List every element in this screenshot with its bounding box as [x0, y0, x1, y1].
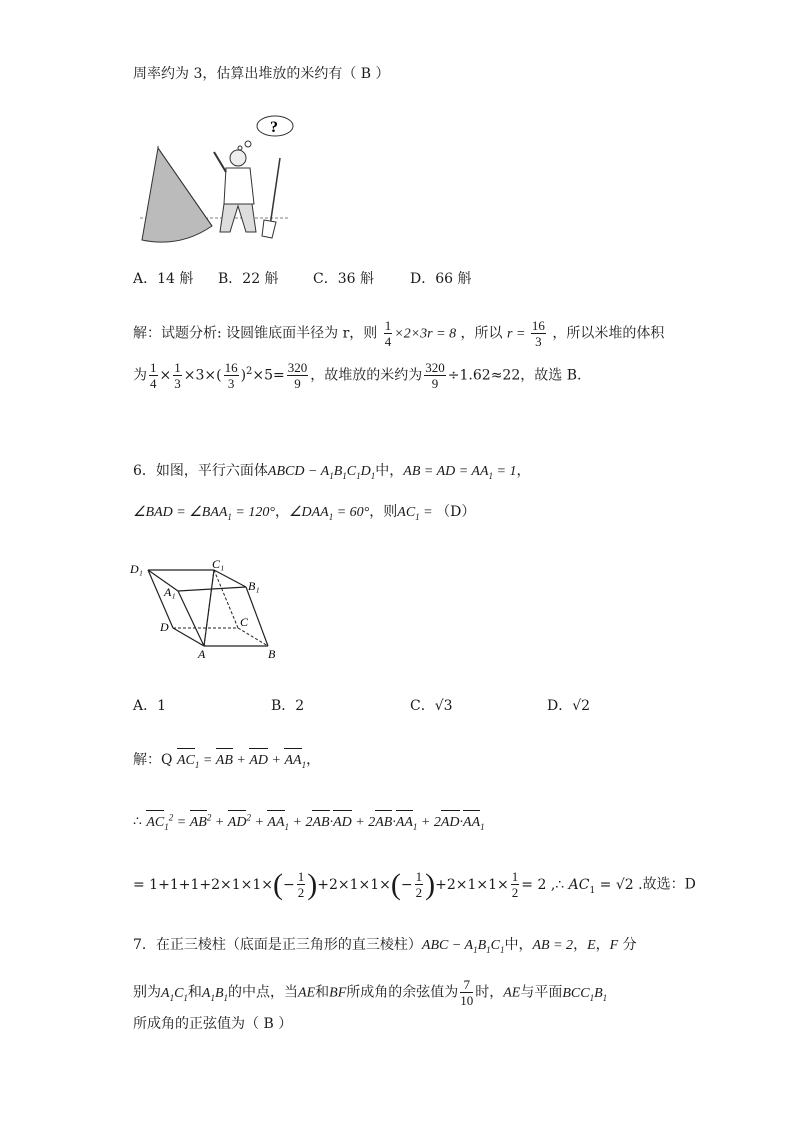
q6-cond2: ∠BAD = $\angle BAA_1 = 120^\circ$: [133, 505, 275, 522]
q5-solution-line1: [133, 318, 664, 349]
label-b: B: [268, 647, 276, 661]
formula-r-eq: r =: [506, 326, 529, 342]
q6-cond3: $\angle DAA_1 = 60^\circ$: [288, 505, 370, 522]
q6-solution-line3: [133, 869, 696, 900]
q7-prism: ABC − $A_1B_1C_1$: [421, 938, 505, 955]
q6-figure-parallelepiped: [128, 558, 288, 662]
q5-solution-line2: 为 $\frac{1}{4}$ × $\frac{1}{3}$ ×3×( $\frac{16}{3}$ )$^2$×5= $\frac{320}{9}$ ，故堆放的米约为 $\frac{320}{9}$ ÷1.62≈22，故选 B.: [133, 360, 582, 391]
q7-line2-mid: 的中点，当: [228, 984, 299, 1001]
label-a1: A₁: [164, 585, 176, 599]
frac-320-9-b: $\frac{320}{9}$: [425, 360, 445, 391]
label-a: A: [198, 647, 206, 661]
frac-7-10: $\frac{7}{10}$: [460, 977, 474, 1008]
q6-ac1: $AC_1$ =: [397, 505, 437, 522]
q5-figure-cone-farmer: [130, 108, 295, 248]
q6-option-c: C．√3: [410, 698, 453, 714]
q5-option-d: D．66 斛: [410, 271, 472, 287]
svg-text:?: ?: [270, 119, 278, 136]
q6-option-a: A．1: [133, 698, 167, 714]
q6-sol-line3-formula: = 1+1+1+2×1×1×(− $\frac{1}{2}$ )+2×1×1×(− $\frac{1}{2}$ )+2×1×1× $\frac{1}{2}$ = 2 ,∴ $AC_1 = √2$ .: [133, 867, 643, 901]
q6-cond1: AB = AD = $AA_1 = 1$: [403, 464, 517, 481]
q5-option-a: A．14 斛: [133, 271, 194, 287]
q6-option-b: B．2: [271, 698, 305, 714]
q7-when: 时，: [475, 984, 504, 1001]
label-c1: C₁: [212, 558, 225, 571]
q7-line2: 别为$A_1C_1$和$A_1B_1$的中点，当AE和BF所成角的余弦值为 $\frac{7}{10}$ 时，AE与平面$BCC_1B_1$: [133, 977, 608, 1008]
q6-sol-line2-prefix: ∴: [133, 813, 142, 830]
frac-1-4: $\frac{1}{4}$: [384, 318, 392, 349]
q6-title-mid: 中，: [375, 463, 404, 479]
label-c: C: [240, 615, 249, 629]
label-d1: D₁: [130, 562, 143, 576]
q6-sol-prefix: 解：Q: [133, 752, 173, 768]
q7-line3: 所成角的正弦值为（ B ）: [133, 1016, 293, 1032]
q5-sol2-suffix: ÷1.62≈22，故选 B.: [447, 367, 582, 384]
q6-title: 6．如图，平行六面体ABCD − $A_1B_1C_1D_1$中，AB = AD = $AA_1 = 1$，: [133, 463, 531, 481]
q5-sol1-mid: ，所以: [460, 325, 503, 342]
q7-line1-prefix: 7．在正三棱柱（底面是正三角形的直三棱柱）: [133, 937, 422, 953]
q6-title-prefix: 6．如图，平行六面体: [133, 463, 268, 479]
q6-sol-line3-end: 故选：D: [642, 876, 696, 893]
q7-ab: AB = 2: [532, 938, 574, 953]
frac-1-3: $\frac{1}{3}$: [174, 360, 181, 391]
q6-condition-line: ∠BAD = $\angle BAA_1 = 120^\circ$，$\angle DAA_1 = 60^\circ$，则$AC_1 = (D)$: [133, 504, 476, 522]
frac-16-3: $\frac{16}{3}$: [531, 318, 545, 349]
frac-320-9: $\frac{320}{9}$: [287, 360, 308, 391]
q7-and2: 和: [315, 984, 330, 1001]
q5-sol1-suffix: ，所以米堆的体积: [552, 325, 665, 342]
label-b1: B₁: [248, 579, 260, 593]
q6-solution-line1: 解：Q $AC_1$ = AB + AD + $AA_1$，: [133, 752, 321, 770]
q5-option-b: B．22 斛: [218, 271, 279, 287]
q6-answer: （D）: [436, 504, 476, 520]
q6-option-d: D．√2: [547, 698, 591, 714]
q7-plane: 与平面: [520, 984, 563, 1001]
frac-16-3-b: $\frac{16}{3}$: [224, 360, 238, 391]
q5-sol2-mid: ，故堆放的米约为: [310, 367, 423, 384]
formula-2x3r: ×2×3r = 8: [394, 326, 457, 342]
q5-intro: 周率约为 3，估算出堆放的米约有（ B ）: [133, 66, 390, 82]
q5-option-c: C．36 斛: [313, 271, 374, 287]
q7-line2-prefix: 别为: [133, 984, 161, 1001]
q5-sol2-prefix: 为: [133, 367, 147, 384]
vector-eq2: $AC_1^2 = AB^2 + AD^2 + AA_1 + 2AB\cdot AD + 2AB\cdot AA_1 + 2AD\cdot AA_1$: [146, 812, 485, 832]
q6-cond2-suffix: ，则: [369, 504, 398, 520]
frac-1-4-b: $\frac{1}{4}$: [150, 360, 157, 391]
vector-eq1: $AC_1$ = AB + AD + $AA_1$: [176, 753, 307, 770]
q7-angle: 所成角的余弦值为: [346, 984, 459, 1001]
label-d: D: [160, 620, 169, 634]
q7-line1-mid: 中，: [504, 937, 533, 953]
q7-line1: 7．在正三棱柱（底面是正三角形的直三棱柱）$ABC - A_1B_1C_1$中，AB = 2，E，F 分: [133, 937, 637, 955]
q6-solution-line2: [133, 807, 485, 836]
q7-and: 和: [187, 984, 202, 1001]
solid-name: ABCD − $A_1B_1C_1D_1$: [267, 464, 376, 481]
q5-sol1-prefix: 解：试题分析: 设圆锥底面半径为 r，则: [133, 325, 378, 342]
